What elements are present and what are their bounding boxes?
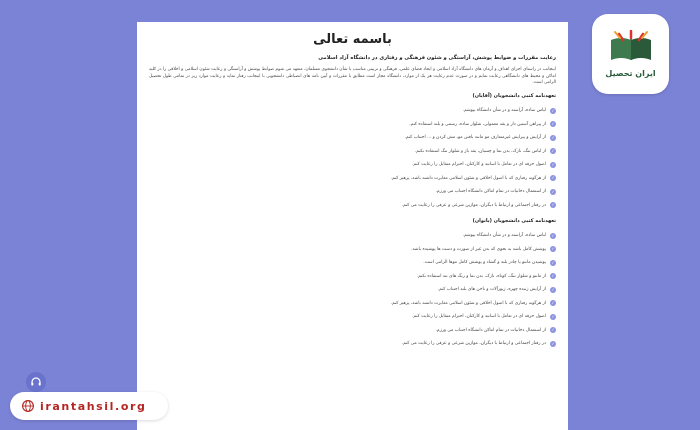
check-icon: ✓ bbox=[551, 175, 555, 181]
website-url: irantahsil.org bbox=[40, 399, 147, 413]
list-item: ✓ از لباس تنگ، نازک، بدن نما و چسبان، یقه باز و شلوار تنگ استفاده نکنم. bbox=[414, 148, 555, 154]
list-item: ✓ در رفتار اجتماعی و ارتباط با دیگران، موازین شرعی و عرفی را رعایت می کنم. bbox=[401, 340, 555, 347]
list-item: ✓ پوشیدن مانتو یا چادر بلند و گشاد و پوشش کامل موها الزامی است. bbox=[423, 259, 555, 266]
check-icon: ✓ bbox=[551, 232, 555, 238]
list-item: ✓ از هرگونه رفتاری که با اصول اخلاقی و شئون اسلامی مغایرت داشته باشد، پرهیز کنم. bbox=[390, 175, 555, 181]
section-heading-women: تعهدنامه کتبی دانشجویان (بانوان) bbox=[472, 217, 556, 224]
list-item: ✓ اصول حرفه ای در تعامل با اساتید و کارکنان، احترام متقابل را رعایت کنم. bbox=[411, 313, 555, 320]
check-icon: ✓ bbox=[551, 273, 555, 279]
check-icon: ✓ bbox=[551, 327, 555, 333]
globe-icon bbox=[22, 400, 34, 412]
document-subtitle: رعایت مقررات و ضوابط پوشش، آراستگی و شئون فرهنگی و رفتاری در دانشگاه آزاد اسلامی bbox=[318, 55, 556, 61]
list-item: ✓ اصول حرفه ای در تعامل با اساتید و کارکنان، احترام متقابل را رعایت کنم. bbox=[411, 161, 555, 168]
intro-paragraph: اینجانب در راستای اجرای اهداف و آرمان های دانشگاه آزاد اسلامی و ایجاد فضای علمی، فرهنگی و تربیتی مناسب با شأن دانشجوی مسلمان، متعهد می شوم ضوابط پوشش و آراستگی و رعایت شئون اسلامی و اخلاقی را در کلیه اماکن و محیط های دانشگاهی رعایت نمایم و در صورت عدم رعایت هر یک از موارد، دانشگاه مجاز است مطابق با مقررات و آیین نامه های انضباطی دانشجویی با اینجانب رفتار نماید و رعایت موارد زیر در تمامی طول تحصیل الزامی است. bbox=[149, 67, 556, 86]
brand-logo[interactable] bbox=[592, 14, 669, 94]
list-men bbox=[149, 104, 556, 212]
book-logo-icon bbox=[607, 30, 655, 66]
list-item: ✓ در رفتار اجتماعی و ارتباط با دیگران، موازین شرعی و عرفی را رعایت می کنم. bbox=[401, 202, 555, 208]
logo-text: ایران تحصیل bbox=[605, 69, 656, 78]
check-icon: ✓ bbox=[551, 188, 555, 194]
list-item: ✓ از استعمال دخانیات در تمام اماکن دانشگاه اجتناب می ورزم. bbox=[435, 188, 555, 195]
list-item: ✓ پوشش کامل باشد به نحوی که بدن غیر از صورت و دست ها پوشیده باشد. bbox=[411, 246, 555, 252]
page-title: باسمه تعالی bbox=[313, 32, 392, 47]
list-item: ✓ از آرایش زننده چهره، زیورآلات و ناخن های بلند اجتناب کنم. bbox=[437, 286, 555, 293]
check-icon: ✓ bbox=[551, 107, 555, 113]
check-icon: ✓ bbox=[551, 259, 555, 265]
check-icon: ✓ bbox=[551, 286, 555, 292]
list-item: ✓ از هرگونه رفتاری که با اصول اخلاقی و شئون اسلامی مغایرت داشته باشد، پرهیز کنم. bbox=[390, 300, 555, 306]
check-icon: ✓ bbox=[551, 246, 555, 252]
check-icon: ✓ bbox=[551, 134, 555, 140]
check-icon: ✓ bbox=[551, 202, 555, 208]
check-icon: ✓ bbox=[551, 313, 555, 319]
list-item: ✓ از آرایش و پیرایش غیرمتعارف مو مانند بافتن مو، مش کردن و ... اجتناب کنم. bbox=[404, 134, 555, 141]
list-item: ✓ از پیراهن آستین دار و یقه معمولی، شلوار ساده، رسمی و بلند استفاده کنم. bbox=[409, 121, 555, 127]
check-icon: ✓ bbox=[551, 161, 555, 167]
list-women bbox=[149, 229, 556, 351]
check-icon: ✓ bbox=[551, 148, 555, 154]
website-url-badge[interactable] bbox=[10, 392, 168, 420]
list-item: ✓ لباس ساده، آراسته و در شأن دانشگاه بپوشم. bbox=[462, 107, 555, 114]
list-item: ✓ لباس ساده، آراسته و در شأن دانشگاه بپوشم. bbox=[462, 232, 555, 239]
document-page bbox=[137, 22, 568, 430]
check-icon: ✓ bbox=[551, 300, 555, 306]
check-icon: ✓ bbox=[551, 340, 555, 346]
page-background bbox=[0, 0, 137, 430]
section-heading-men: تعهدنامه کتبی دانشجویان (آقایان) bbox=[472, 92, 556, 99]
headset-icon bbox=[30, 376, 42, 388]
list-item: ✓ از استعمال دخانیات در تمام اماکن دانشگاه اجتناب می ورزم. bbox=[435, 327, 555, 333]
check-icon: ✓ bbox=[551, 121, 555, 127]
list-item: ✓ از مانتو و شلوار تنگ، کوتاه، نازک، بدن نما و رنگ های تند استفاده نکنم. bbox=[416, 273, 555, 279]
support-chat-button[interactable] bbox=[26, 372, 46, 392]
